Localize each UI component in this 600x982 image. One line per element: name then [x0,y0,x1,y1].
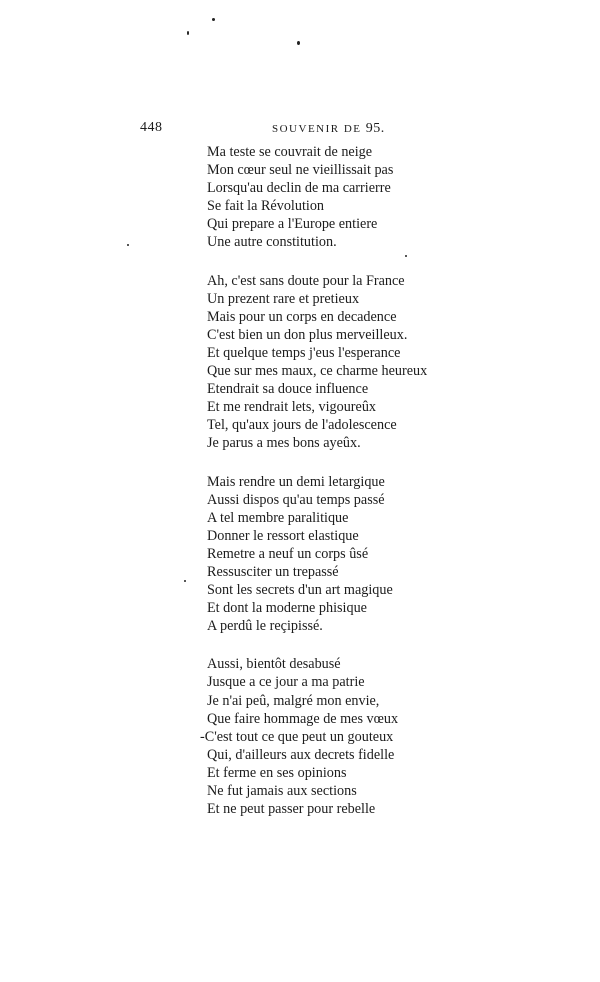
verse-line: Tel, qu'aux jours de l'adolescence [207,417,397,434]
verse-line: Et dont la moderne phisique [207,600,367,617]
verse-line: Je parus a mes bons ayeûx. [207,435,361,452]
verse-line: Se fait la Révolution [207,198,325,215]
verse-line: Ne fut jamais aux sections [207,783,357,799]
running-year: 95. [365,121,385,136]
verse-line: Ah, c'est sans doute pour la France [207,272,405,289]
verse-line: Que sur mes maux, ce charme heureux [207,363,428,380]
ink-speck [127,244,129,246]
verse-line: Et quelque temps j'eus l'esperance [207,344,401,361]
poem [200,143,547,838]
verse-line: Et ne peut passer pour rebelle [207,801,376,818]
verse-line: Ma teste se couvrait de neige [207,144,373,160]
verse-line: Un prezent rare et pretieux [207,290,360,307]
verse-line: Mais rendre un demi letargique [207,473,385,490]
ink-speck [187,31,189,35]
running-head [272,121,385,137]
verse-line: Ressusciter un trepassé [207,563,339,580]
verse-line: Aussi, bientôt desabusé [207,656,341,673]
verse-line: Qui, d'ailleurs aux decrets fidelle [207,746,395,763]
verse-line: Etendrait sa douce influence [207,381,369,398]
verse-line: Mon cœur seul ne vieillissait pas [207,162,394,179]
verse-line: -C'est tout ce que peut un gouteux [200,728,394,745]
verse-line: Et me rendrait lets, vigoureûx [207,399,377,416]
ink-speck [212,18,215,21]
verse-line: C'est bien un don plus merveilleux. [207,326,408,343]
running-title: SOUVENIR DE [272,123,362,135]
stanza-2 [207,272,547,453]
ink-speck [297,41,300,45]
verse-line: Donner le ressort elastique [207,527,359,544]
verse-line: A perdû le reçipissé. [207,618,323,635]
stanza-4 [200,655,547,818]
ink-speck [184,580,186,582]
verse-line: Qui prepare a l'Europe entiere [207,216,378,233]
page-number: 448 [140,120,163,135]
verse-line: Une autre constitution. [207,234,337,251]
verse-line: Que faire hommage de mes vœux [207,710,399,727]
verse-line: Et ferme en ses opinions [207,764,347,781]
verse-line: Mais pour un corps en decadence [207,308,397,325]
verse-line: Aussi dispos qu'au temps passé [207,491,385,508]
verse-line: Lorsqu'au declin de ma carrierre [207,180,391,197]
verse-line: A tel membre paralitique [207,509,349,526]
stanza-3 [207,473,547,636]
verse-line: Remetre a neuf un corps ûsé [207,545,369,562]
verse-line: Sont les secrets d'un art magique [207,582,393,599]
verse-line: Jusque a ce jour a ma patrie [207,674,365,691]
verse-line: Je n'ai peû, malgré mon envie, [207,692,380,709]
stanza-1 [207,143,547,252]
